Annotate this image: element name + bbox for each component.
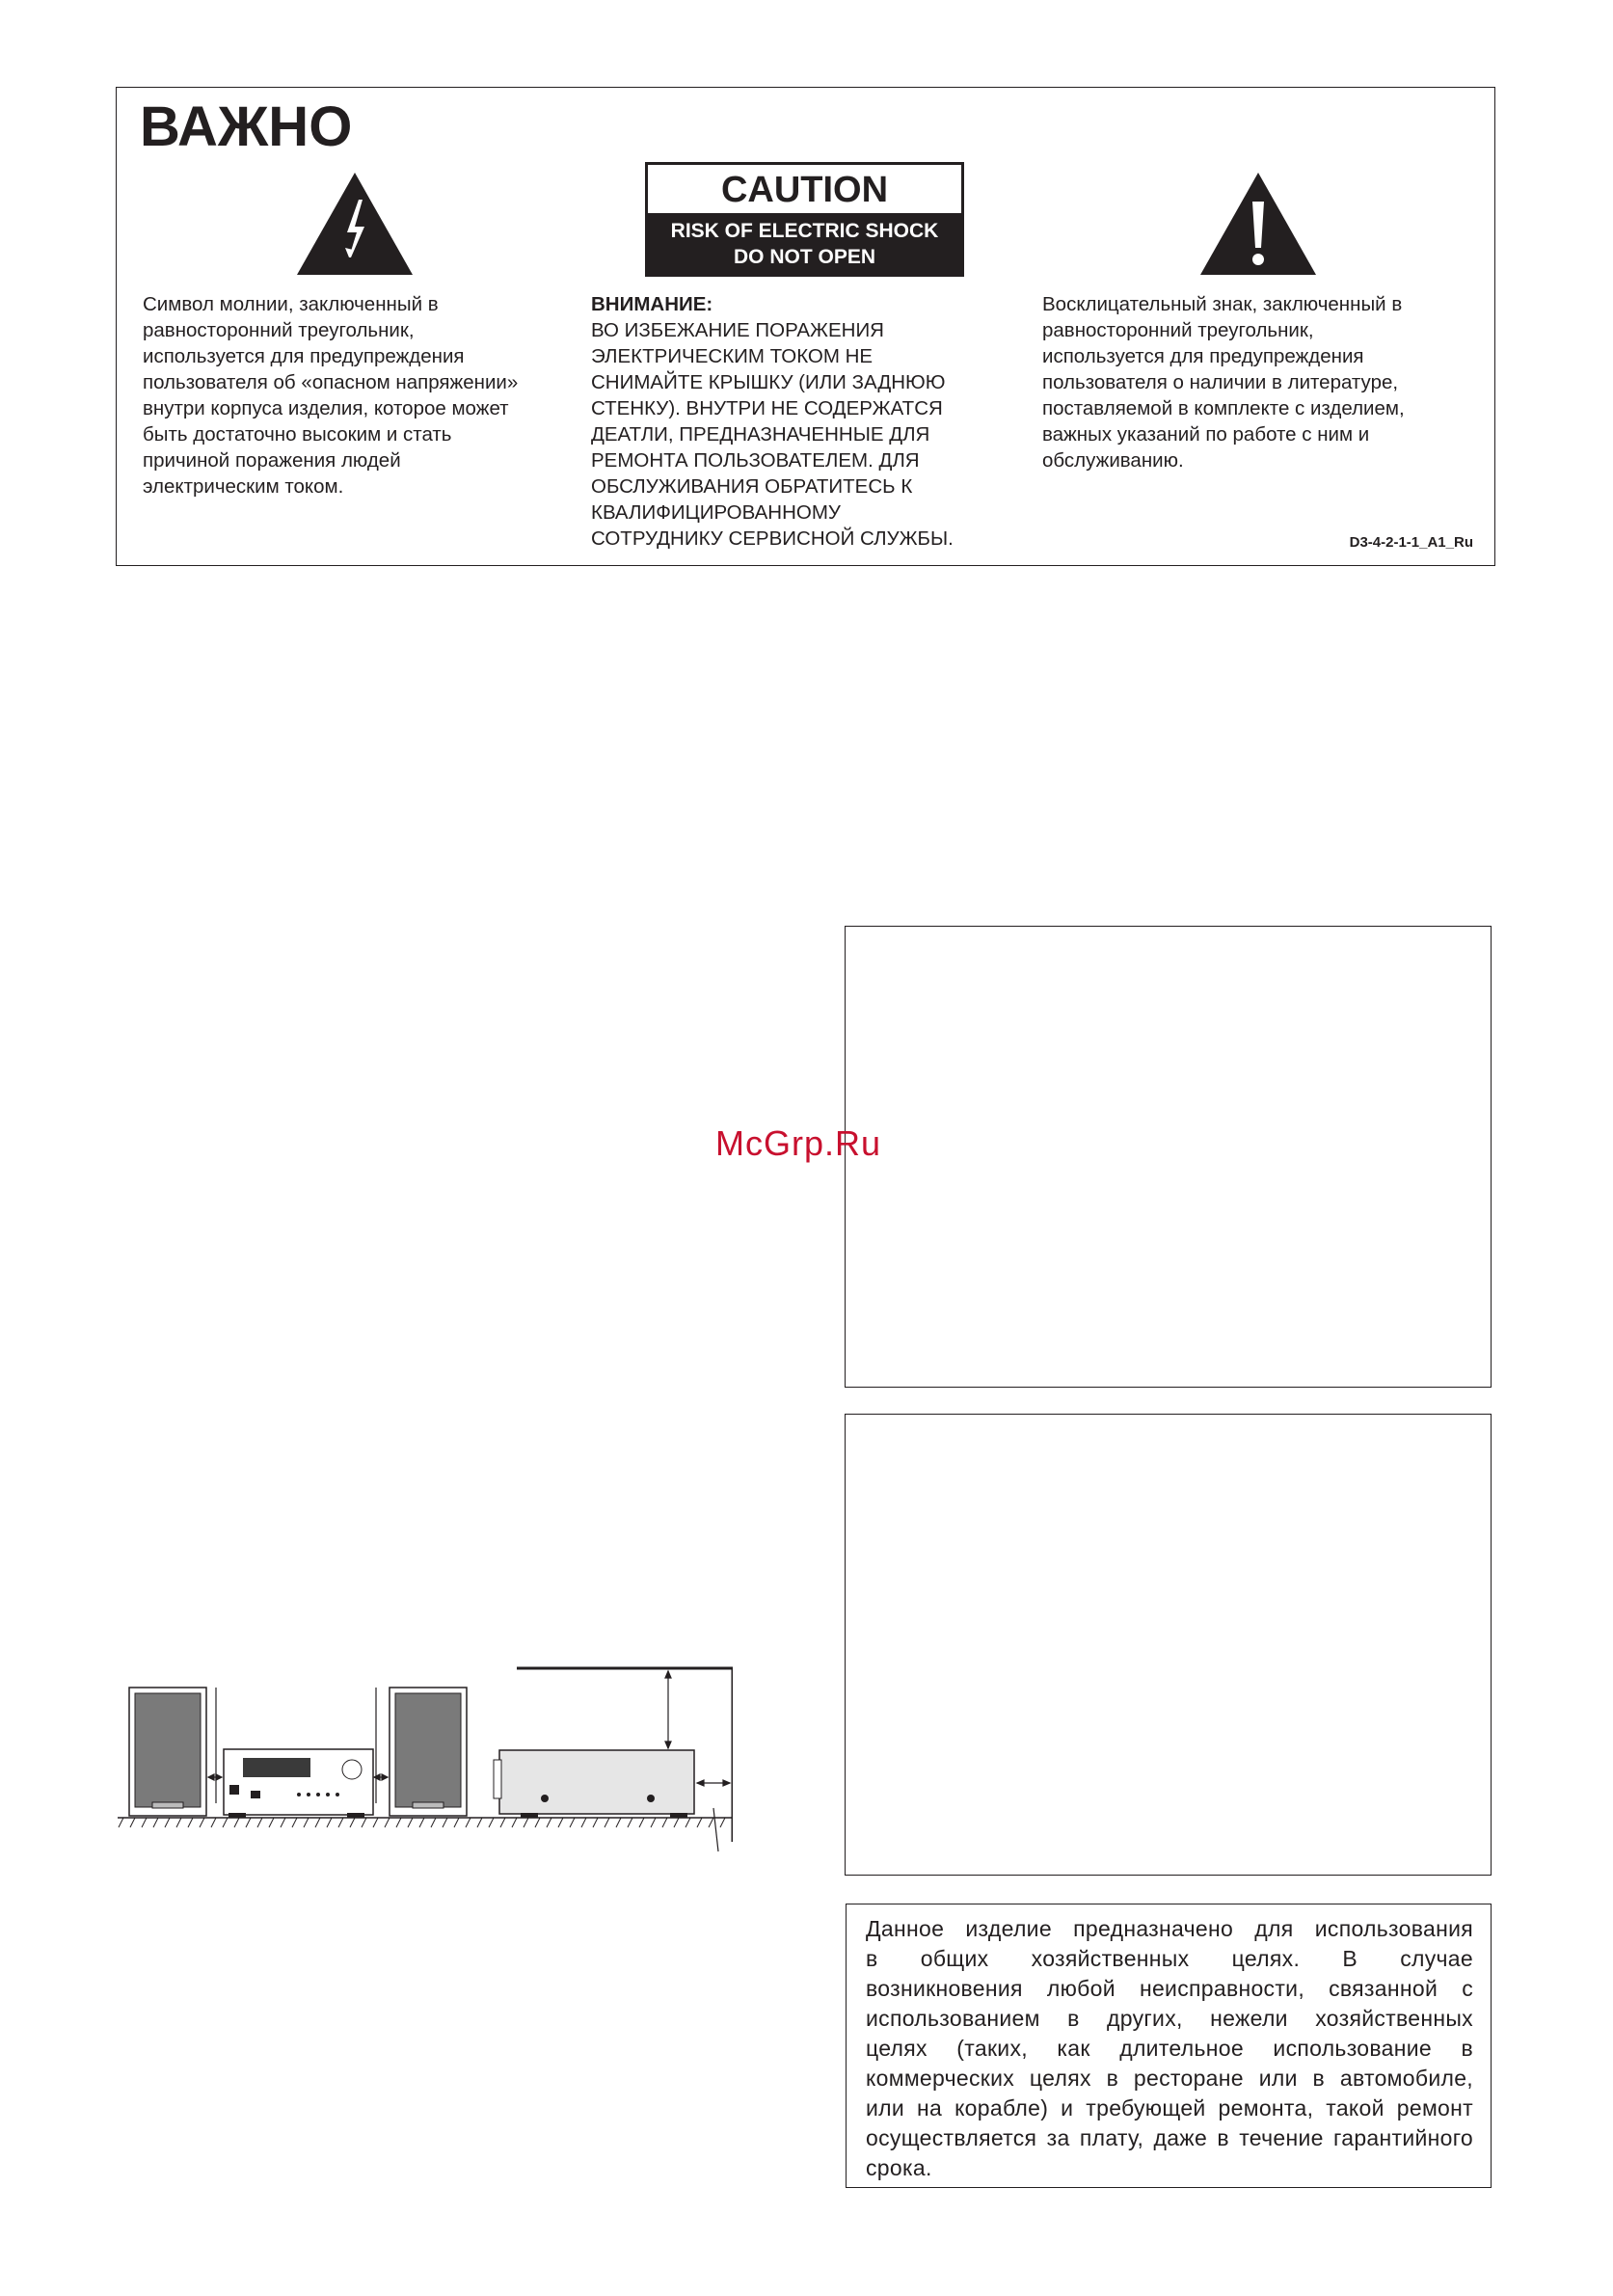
text-line: Символ молнии, заключенный в — [143, 293, 439, 315]
empty-panel-middle — [845, 1414, 1492, 1876]
text-line: используется для предупреждения — [1042, 345, 1364, 367]
text-line: Восклицательный знак, заключенный в — [1042, 293, 1403, 315]
text-line: ДЕАТЛИ, ПРЕДНАЗНАЧЕННЫЕ ДЛЯ — [591, 423, 930, 446]
text-line: пользователя об «опасном напряжении» — [143, 371, 519, 393]
caution-line-2: DO NOT OPEN — [733, 246, 875, 268]
exclamation-warning-icon — [1198, 171, 1318, 277]
lightning-symbol-description — [143, 291, 557, 500]
caution-description — [591, 291, 996, 552]
text-line: обслуживанию. — [1042, 449, 1184, 472]
text-line: использованием в других, нежели хозяйственных — [866, 2006, 1473, 2031]
text-line: внутри корпуса изделия, которое может — [143, 397, 509, 419]
text-line: РЕМОНТА ПОЛЬЗОВАТЕЛЕМ. ДЛЯ — [591, 449, 920, 472]
placement-diagram — [116, 1663, 733, 1856]
household-use-notice — [846, 1904, 1492, 2188]
text-line: используется для предупреждения — [143, 345, 465, 367]
text-line: осуществляется за плату, даже в течение гарантийного — [866, 2125, 1473, 2150]
important-box — [116, 87, 1495, 566]
notice-text — [866, 1914, 1473, 2183]
text-line: или на корабле) и требующей ремонта, такой ремонт — [866, 2095, 1473, 2120]
text-line: в общих хозяйственных целях. В случае — [866, 1946, 1473, 1971]
text-line: равносторонний треугольник, — [143, 319, 415, 341]
lightning-warning-icon — [295, 171, 415, 277]
caution-label — [645, 162, 964, 277]
caution-word: CAUTION — [720, 170, 889, 210]
exclamation-symbol-description — [1042, 291, 1466, 473]
text-line: коммерческих целях в ресторане или в автомобиле, — [866, 2066, 1473, 2091]
caution-band — [648, 213, 961, 274]
caution-line-1: RISK OF ELECTRIC SHOCK — [670, 220, 939, 242]
text-line: КВАЛИФИЦИРОВАННОМУ — [591, 501, 841, 524]
text-line: СТЕНКУ). ВНУТРИ НЕ СОДЕРЖАТСЯ — [591, 397, 943, 419]
caution-title: ВНИМАНИЕ: — [591, 293, 713, 315]
text-line: важных указаний по работе с ним и — [1042, 423, 1370, 446]
text-line: Данное изделие предназначено для использования — [866, 1916, 1473, 1941]
text-line: ОБСЛУЖИВАНИЯ ОБРАТИТЕСЬ К — [591, 475, 913, 498]
text-line: пользователя о наличии в литературе, — [1042, 371, 1399, 393]
text-line: СОТРУДНИКУ СЕРВИСНОЙ СЛУЖБЫ. — [591, 527, 954, 550]
text-line: электрическим током. — [143, 475, 344, 498]
text-line: равносторонний треугольник, — [1042, 319, 1314, 341]
text-line: ЭЛЕКТРИЧЕСКИМ ТОКОМ НЕ — [591, 345, 874, 367]
text-line: срока. — [866, 2155, 932, 2180]
text-line: быть достаточно высоким и стать — [143, 423, 452, 446]
document-code: D3-4-2-1-1_A1_Ru — [1349, 534, 1473, 551]
text-line: возникновения любой неисправности, связанной с — [866, 1976, 1473, 2001]
text-line: поставляемой в комплекте с изделием, — [1042, 397, 1405, 419]
text-line: СНИМАЙТЕ КРЫШКУ (ИЛИ ЗАДНЮЮ — [591, 371, 946, 393]
text-line: причиной поражения людей — [143, 449, 401, 472]
text-line: ВО ИЗБЕЖАНИЕ ПОРАЖЕНИЯ — [591, 319, 884, 341]
important-heading: ВАЖНО — [140, 95, 353, 158]
text-line: целях (таких, как длительное использование в — [866, 2036, 1473, 2061]
empty-panel-top — [845, 926, 1492, 1388]
watermark: McGrp.Ru — [715, 1123, 882, 1163]
